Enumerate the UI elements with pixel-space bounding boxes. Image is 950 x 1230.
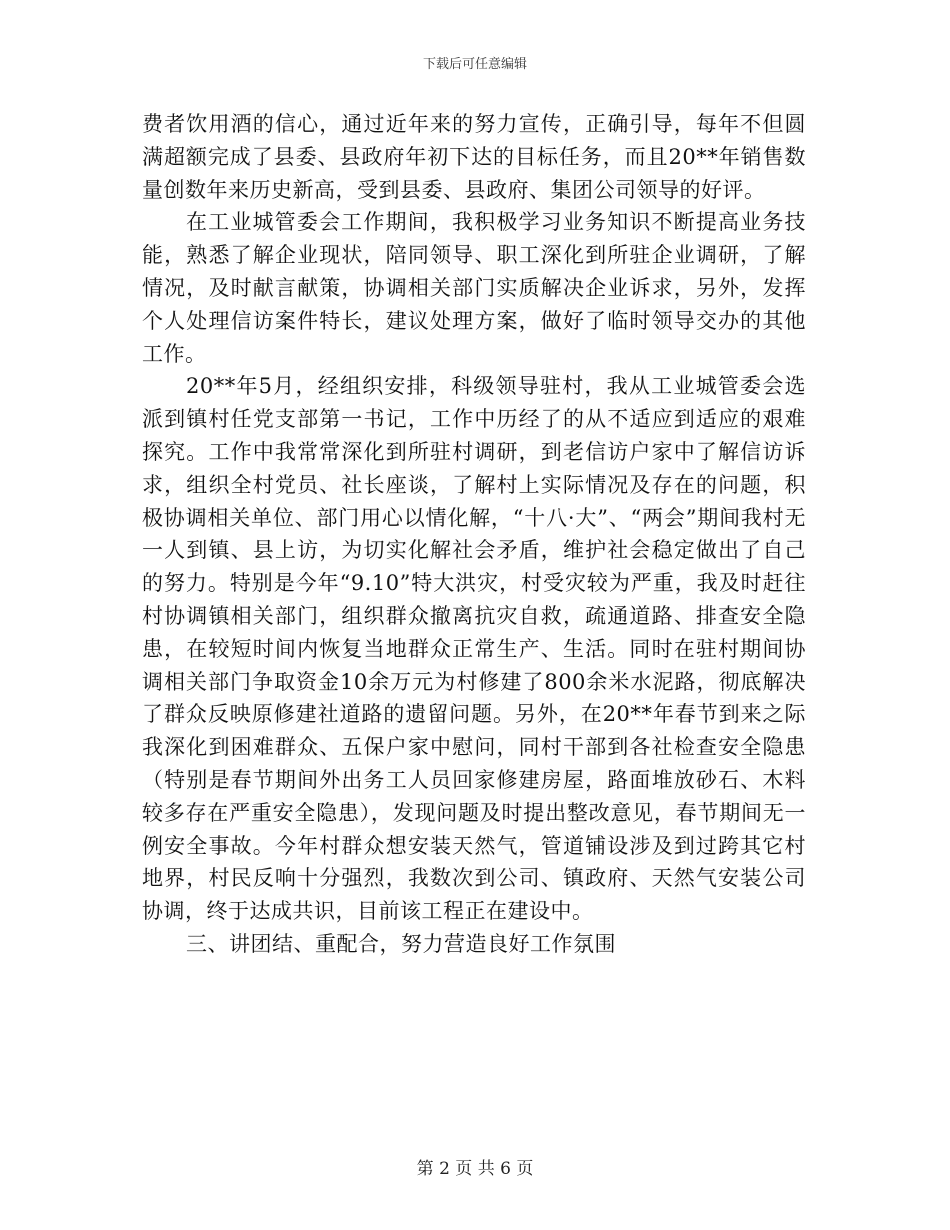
paragraph-1: 费者饮用酒的信心，通过近年来的努力宣传，正确引导，每年不但圆满超额完成了县委、县政府年初下达的目标任务，而且20**年销售数量创数年来历史新高，受到县委、县政府、集团公司领导的好评。 [142,112,806,202]
section-heading: 三、讲团结、重配合，努力营造良好工作氛围 [186,931,616,956]
paragraph-2: 在工业城管委会工作期间，我积极学习业务知识不断提高业务技能，熟悉了解企业现状，陪同领导、职工深化到所驻企业调研，了解情况，及时献言献策，协调相关部门实质解决企业诉求，另外，发挥个人处理信访案件特长，建议处理方案，做好了临时领导交办的其他工作。 [142,210,806,366]
paragraph-3: 20**年5月，经组织安排，科级领导驻村，我从工业城管委会选派到镇村任党支部第一书记，工作中历经了的从不适应到适应的艰难探究。工作中我常常深化到所驻村调研，到老信访户家中了解信访诉求，组织全村党员、社长座谈，了解村上实际情况及存在的问题，积极协调相关单位、部门用心以情化解，“十八·大”、“两会”期间我村无一人到镇、县上访，为切实化解社会矛盾，维护社会稳定做出了自己的努力。特别是今年“9.10”特大洪灾，村受灾较为严重，我及时赶往村协调镇相关部门，组织群众撤离抗灾自救，疏通道路、排查安全隐患，在较短时间内恢复当地群众正常生产、生活。同时在驻村期间协调相关部门争取资金10余万元为村修建了800余米水泥路，彻底解决了群众反映原修建社道路的遗留问题。另外，在20**年春节到来之际我深化到困难群众、五保户家中慰问，同村干部到各社检查安全隐患（特别是春节期间外出务工人员回家修建房屋，路面堆放砂石、木料较多存在严重安全隐患），发现问题及时提出整改意见，春节期间无一例安全事故。今年村群众想安装天然气，管道铺设涉及到过跨其它村地界，村民反响十分强烈，我数次到公司、镇政府、天然气安装公司协调，终于达成共识，目前该工程正在建设中。 [142,374,806,924]
page-number: 第 2 页 共 6 页 [416,1159,534,1179]
page-header: 下载后可任意编辑 [422,57,527,72]
page-footer [0,1154,950,1179]
document-body [142,108,806,961]
